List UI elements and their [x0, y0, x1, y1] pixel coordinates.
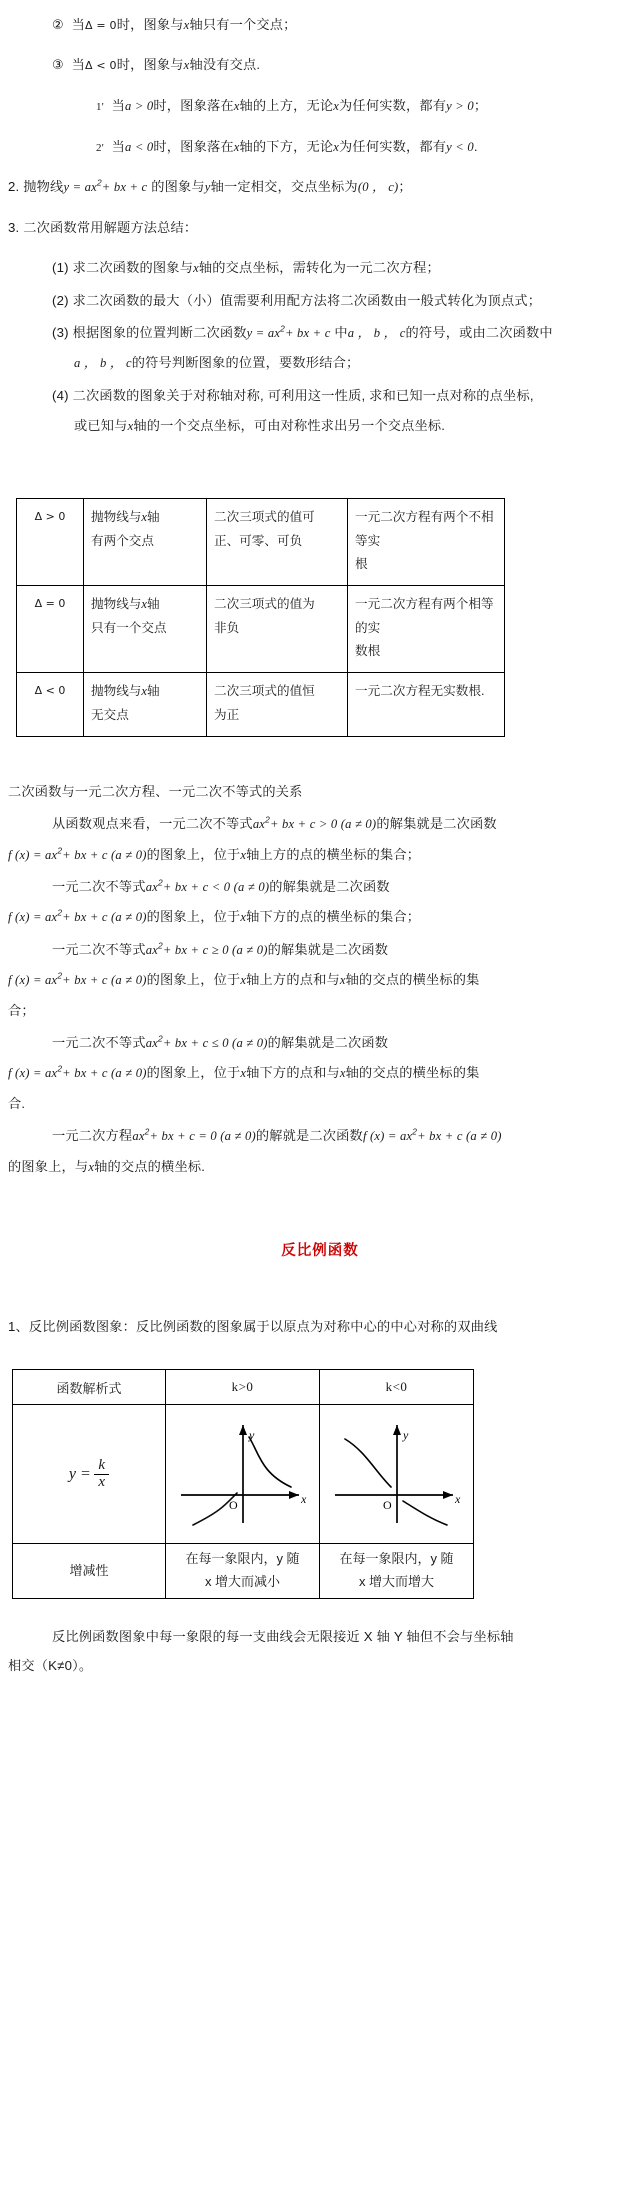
- text-b: 数根: [355, 643, 381, 658]
- cell-intersections: [84, 586, 207, 673]
- trend-line-1: 在每一象限内，y 随: [339, 1551, 454, 1567]
- math-x2: x: [333, 139, 340, 154]
- relation-para-2-line2: [8, 906, 640, 927]
- bullet-sub-2: 2': [96, 141, 104, 154]
- relation-para-3-line3: 合；: [8, 1002, 35, 1018]
- text-a: 抛物线与: [91, 510, 142, 525]
- text-a: 抛物线: [23, 179, 64, 195]
- list-item-3-4-line2: [74, 415, 640, 436]
- math-quadratic: y = ax: [246, 325, 281, 340]
- list-item-3-1: [52, 257, 640, 278]
- math-f: f (x) = ax: [8, 910, 58, 925]
- text-a: 求二次函数的最大（小）值需要利用配方法将二次函数由一般式转化为顶点式；: [72, 292, 542, 308]
- math-x: x: [233, 139, 240, 154]
- bullet-2: (2): [52, 292, 69, 308]
- bullet-sub-1: 1': [96, 100, 104, 113]
- text-b: 根: [355, 557, 368, 572]
- text-b: 轴的交点坐标，需转化为一元二次方程；: [198, 260, 440, 276]
- text-a: 一元二次方程有两个相等的实: [355, 597, 494, 635]
- relation-para-5-line2: [8, 1156, 640, 1177]
- cell-trend-k-negative: [320, 1544, 474, 1599]
- text-e: 轴的交点的横坐标的集: [345, 972, 480, 988]
- text-a: 二次三项式的值可: [214, 510, 315, 525]
- cell-trinomial: [207, 499, 348, 586]
- list-item-circle-2: [52, 14, 640, 35]
- math-a: ax: [145, 880, 159, 895]
- math-x: x: [141, 597, 147, 612]
- math-x2: x: [339, 973, 346, 988]
- item-text: 反比例函数图象：反比例函数的图象属于以原点为对称中心的中心对称的双曲线: [28, 1318, 498, 1334]
- text-c: 有两个交点: [91, 533, 154, 548]
- text-c: 的图象上，位于: [146, 1065, 241, 1081]
- cell-formula: [13, 1405, 166, 1544]
- relation-para-3-line2: [8, 969, 640, 990]
- text-b: 中: [334, 324, 348, 340]
- svg-text:O: O: [229, 1498, 238, 1513]
- cell-intersections: [84, 499, 207, 586]
- math-exp: 2: [158, 877, 163, 888]
- text-a: 当: [71, 17, 85, 32]
- math-f2: + bx + c (a ≠ 0): [417, 1129, 502, 1144]
- sub-item-2: [96, 136, 640, 158]
- text-d: 轴上方的点和与: [246, 972, 340, 988]
- text-a: 一元二次不等式: [52, 941, 146, 957]
- text-a: 一元二次方程有两个不相等实: [355, 510, 494, 548]
- math-parabola-eq: y = ax: [63, 180, 97, 195]
- item-3-number: 3.: [8, 219, 20, 235]
- cell-trinomial: [207, 586, 348, 673]
- math-quadratic2: + bx + c: [284, 325, 331, 340]
- list-item-3-4: [52, 385, 640, 406]
- math-x: x: [233, 98, 240, 113]
- math-x: x: [240, 847, 247, 862]
- math-a: ax: [252, 817, 266, 832]
- math-f2: + bx + c (a ≠ 0): [62, 973, 147, 988]
- math-f: f (x) = ax: [8, 973, 58, 988]
- math-b: + bx + c = 0 (a ≠ 0): [149, 1129, 256, 1144]
- math-f2: + bx + c (a ≠ 0): [62, 1066, 147, 1081]
- text-b: 非负: [214, 620, 240, 635]
- math-exp: 2: [57, 970, 63, 981]
- math-exp: 2: [144, 1126, 150, 1137]
- text-a: 一元二次方程无实数根.: [355, 684, 485, 699]
- text-d: 为任何实数，都有: [339, 138, 447, 154]
- bullet-circle-2: ②: [52, 17, 64, 32]
- math-b: + bx + c ≥ 0 (a ≠ 0): [162, 942, 268, 957]
- cell-trend-label: 增减性: [13, 1544, 166, 1599]
- text-a: 一元二次方程: [52, 1128, 133, 1144]
- svg-text:x: x: [301, 1492, 307, 1507]
- text-e: ；: [473, 97, 488, 113]
- text-a: 当: [111, 97, 126, 113]
- relation-para-4-line1: [52, 1032, 640, 1053]
- cell-delta: [17, 499, 84, 586]
- text-a: 当: [71, 57, 85, 73]
- text-b: 的解集就是二次函数: [376, 816, 497, 832]
- text-b: 时，图象落在: [153, 138, 234, 154]
- list-item-3-title: [8, 217, 640, 238]
- text-a: 抛物线与: [91, 684, 142, 699]
- table-trend-row: [13, 1544, 474, 1599]
- math-x2: x: [339, 1066, 346, 1081]
- math-exp: 2: [57, 908, 63, 919]
- math-b: + bx + c < 0 (a ≠ 0): [162, 880, 270, 895]
- math-exp: 2: [158, 1033, 163, 1044]
- text-a: 二次函数的图象关于对称轴对称, 可利用这一性质, 求和已知一点对称的点坐标,: [72, 387, 534, 403]
- math-delta-lt-0: Δ < 0: [84, 59, 117, 73]
- math-x: x: [141, 510, 147, 525]
- cell-trinomial: [207, 673, 348, 737]
- relation-para-1-line2: [8, 844, 640, 865]
- math-exp: 2: [57, 1063, 63, 1074]
- math-coordinate: (0 ， c): [357, 180, 399, 195]
- cell-equation: [348, 499, 505, 586]
- math-x: x: [193, 261, 199, 276]
- sub-item-1: [96, 95, 640, 117]
- text-c: 的图象上，位于: [146, 972, 241, 988]
- cell-equation: [348, 673, 505, 737]
- bullet-circle-3: ③: [52, 57, 64, 73]
- bullet-4: (4): [52, 387, 69, 403]
- math-a: ax: [145, 1035, 159, 1050]
- item-3-text: 二次函数常用解题方法总结：: [23, 219, 198, 235]
- text-d: ；: [398, 179, 412, 195]
- math-x: x: [240, 1066, 247, 1081]
- text-a: 从函数观点来看，一元二次不等式: [52, 816, 253, 832]
- page-title: 反比例函数: [281, 1242, 359, 1259]
- text-d: 轴下方的点的横坐标的集合；: [246, 909, 421, 925]
- cell-delta: [17, 673, 84, 737]
- svg-text:O: O: [383, 1498, 392, 1513]
- math-y: y: [204, 180, 211, 195]
- math-exp: 2: [57, 845, 63, 856]
- text-a: 求二次函数的图象与: [72, 260, 194, 276]
- text-line2: 的符号判断图象的位置，要数形结合；: [131, 355, 360, 371]
- header-k-negative: [320, 1370, 474, 1405]
- cell-graph-k-positive: [166, 1405, 320, 1544]
- text-c: 轴没有交点.: [189, 57, 261, 73]
- text-b: 的解就是二次函数: [255, 1128, 363, 1144]
- cell-delta: [17, 586, 84, 673]
- discriminant-table: [16, 498, 505, 736]
- text-d: 轴的交点的横坐标.: [94, 1158, 206, 1174]
- math-exp: 2: [96, 178, 102, 189]
- text-d: 为任何实数，都有: [339, 97, 447, 113]
- text-b: 时，图象落在: [153, 97, 234, 113]
- math-x: x: [88, 1159, 95, 1174]
- relation-title: 二次函数与一元二次方程、一元二次不等式的关系: [8, 783, 303, 799]
- math-a-lt-0: a < 0: [125, 139, 154, 154]
- delta-value: Δ = 0: [34, 597, 66, 611]
- delta-value: Δ < 0: [34, 684, 66, 698]
- text-b: 时，图象与: [116, 57, 184, 73]
- text-a: 抛物线与: [91, 597, 142, 612]
- item-2-number: 2.: [8, 179, 20, 195]
- trend-line-2: x 增大而增大: [358, 1574, 435, 1590]
- k-positive-label: k>0: [231, 1379, 254, 1395]
- text-c: 的图象上，与: [8, 1158, 89, 1174]
- math-a-gt-0: a > 0: [125, 98, 154, 113]
- text-a: 当: [111, 138, 126, 154]
- text-b: 的图象与: [151, 179, 205, 195]
- math-f: f (x) = ax: [8, 1066, 58, 1081]
- trend-line-1: 在每一象限内，y 随: [185, 1551, 300, 1567]
- text-a: 根据图象的位置判断二次函数: [72, 324, 247, 340]
- math-exp: 2: [280, 323, 285, 334]
- fraction-denominator: x: [94, 1474, 109, 1491]
- text-c: 的图象上，位于: [146, 909, 241, 925]
- table-row: [17, 499, 505, 586]
- cell-graph-k-negative: [320, 1405, 474, 1544]
- text-e: .: [473, 138, 478, 154]
- text-e: 轴的交点的横坐标的集: [345, 1065, 480, 1081]
- cell-trend-k-positive: [166, 1544, 320, 1599]
- fraction-numerator: k: [98, 1457, 106, 1474]
- text-d: 轴上方的点的横坐标的集合；: [246, 846, 421, 862]
- text-c: 轴的下方，无论: [239, 138, 334, 154]
- list-item-3-3: [52, 322, 640, 343]
- text-a: 一元二次不等式: [52, 1034, 146, 1050]
- text-a: 一元二次不等式: [52, 879, 146, 895]
- text-line2-a: 或已知与: [74, 418, 128, 434]
- math-x: x: [240, 910, 247, 925]
- bullet-3: (3): [52, 324, 69, 340]
- math-delta-eq-0: Δ = 0: [84, 19, 117, 32]
- text-b: 轴: [146, 597, 160, 612]
- text-b: 轴: [146, 684, 160, 699]
- tail-paragraph-line1: 反比例函数图象中每一象限的每一支曲线会无限接近 X 轴 Y 轴但不会与坐标轴: [52, 1628, 514, 1644]
- text-b: 正、可零、可负: [214, 533, 303, 548]
- table-row: [17, 673, 505, 737]
- math-abc: a ， b ， c: [347, 325, 406, 340]
- math-a: ax: [132, 1129, 145, 1144]
- svg-text:y: y: [249, 1428, 255, 1443]
- math-abc-2: a ， b ， c: [74, 356, 132, 371]
- hyperbola-graph-k-negative-icon: [323, 1415, 470, 1533]
- table-graph-row: [13, 1405, 474, 1544]
- list-item-circle-3: [52, 54, 640, 75]
- math-exp: 2: [158, 940, 163, 951]
- math-f2: + bx + c (a ≠ 0): [62, 847, 147, 862]
- math-x: x: [127, 419, 134, 434]
- math-b: + bx + c ≤ 0 (a ≠ 0): [162, 1035, 268, 1050]
- math-x: x: [183, 58, 190, 73]
- table-row: [17, 586, 505, 673]
- text-b: 为正: [214, 707, 240, 722]
- trend-line-2: x 增大而减小: [204, 1574, 281, 1590]
- math-f2: + bx + c (a ≠ 0): [62, 910, 147, 925]
- svg-text:y: y: [403, 1428, 409, 1443]
- text-d: 轴下方的点和与: [246, 1065, 340, 1081]
- math-parabola-eq2: + bx + c: [101, 180, 148, 195]
- table-header-row: [13, 1370, 474, 1405]
- delta-value: Δ > 0: [34, 510, 66, 524]
- text-c: 轴的上方，无论: [239, 97, 334, 113]
- text-a: 二次三项式的值为: [214, 597, 315, 612]
- math-y-lt-0: y < 0: [446, 139, 474, 154]
- text-a: 二次三项式的值恒: [214, 684, 315, 699]
- list-item-3-2: [52, 290, 640, 311]
- list-item-2: [8, 176, 640, 197]
- math-x2: x: [333, 98, 340, 113]
- svg-text:x: x: [455, 1492, 461, 1507]
- math-f: f (x) = ax: [362, 1129, 413, 1144]
- text-b: 时，图象与: [116, 17, 184, 32]
- relation-para-1-line1: [52, 813, 640, 834]
- inverse-item-1: [8, 1316, 640, 1337]
- math-f: f (x) = ax: [8, 847, 58, 862]
- text-c: 轴只有一个交点；: [189, 17, 297, 32]
- cell-equation: [348, 586, 505, 673]
- header-k-positive: [166, 1370, 320, 1405]
- hyperbola-graph-k-positive-icon: [169, 1415, 316, 1533]
- relation-para-4-line2: [8, 1062, 640, 1083]
- text-c: 只有一个交点: [91, 620, 167, 635]
- text-c: 的图象上，位于: [146, 846, 241, 862]
- tail-paragraph-line2: 相交（K≠0）。: [8, 1657, 93, 1673]
- text-b: 轴: [146, 510, 160, 525]
- math-a: ax: [145, 942, 159, 957]
- relation-para-4-line3: 合.: [8, 1095, 26, 1111]
- math-y-gt-0: y > 0: [446, 98, 474, 113]
- text-c: 无交点: [91, 707, 129, 722]
- text-b: 的解集就是二次函数: [269, 879, 390, 895]
- cell-intersections: [84, 673, 207, 737]
- text-b: 的解集就是二次函数: [267, 941, 389, 957]
- relation-para-5-line1: [52, 1125, 640, 1146]
- k-negative-label: k<0: [385, 1379, 408, 1395]
- header-expression: 函数解析式: [13, 1370, 166, 1405]
- list-item-3-3-line2: [74, 352, 640, 373]
- text-c: 的符号，或由二次函数中: [405, 324, 553, 340]
- inverse-function-table: [12, 1369, 474, 1599]
- math-exp: 2: [265, 814, 270, 825]
- text-b: 的解集就是二次函数: [267, 1034, 389, 1050]
- formula-lhs: y =: [68, 1465, 91, 1483]
- math-x: x: [183, 18, 190, 32]
- relation-para-2-line1: [52, 876, 640, 897]
- math-x: x: [240, 973, 247, 988]
- math-x: x: [141, 684, 147, 699]
- relation-para-3-line1: [52, 939, 640, 960]
- item-number: 1、: [8, 1318, 29, 1334]
- bullet-1: (1): [52, 260, 69, 276]
- math-b: + bx + c > 0 (a ≠ 0): [269, 817, 377, 832]
- text-c: 轴一定相交，交点坐标为: [210, 179, 358, 195]
- math-exp: 2: [412, 1126, 418, 1137]
- text-line2-b: 轴的一个交点坐标，可由对称性求出另一个交点坐标.: [133, 418, 446, 434]
- fraction-k-over-x: [94, 1458, 109, 1491]
